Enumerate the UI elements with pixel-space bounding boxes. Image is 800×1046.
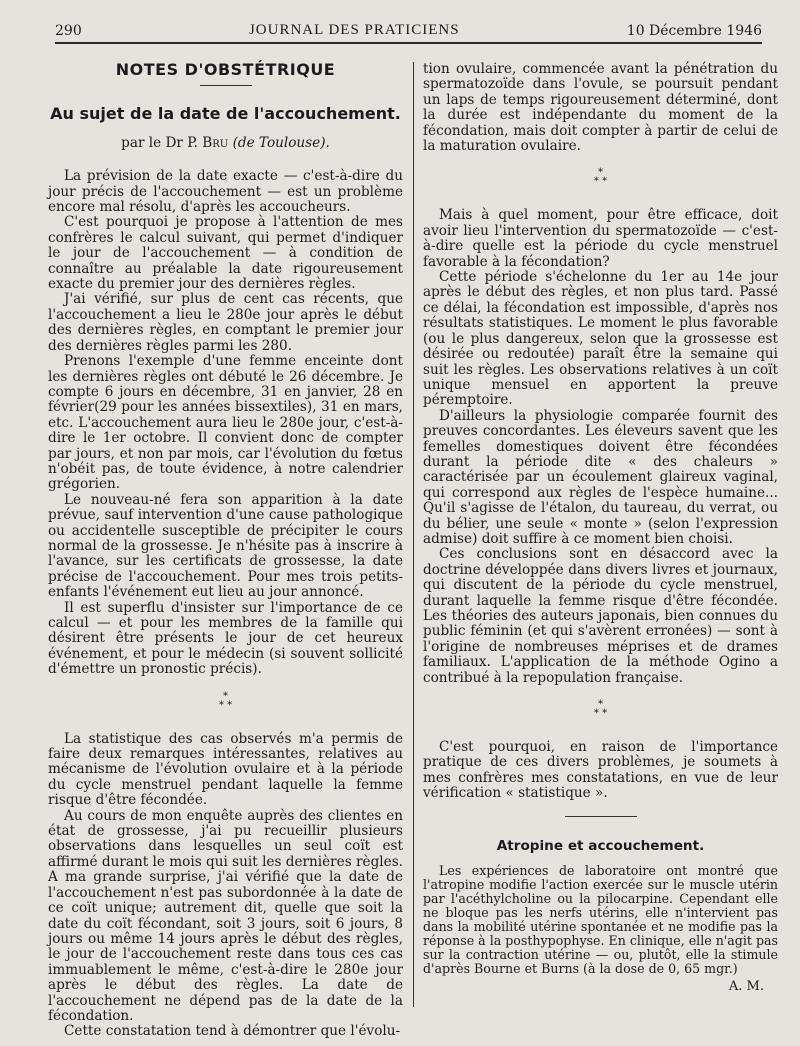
paragraph: Ces conclusions sont en désaccord avec la doctrine développée dans divers livres et journaux, qui discutent de la période du cycle menstruel, durant laquelle la femme risque d'être fécondée. Les théories des auteurs japonais, bien connues du public féminin (et qui s'avèrent erronées) — sont à l'origine de nombreuses méprises et de drames familiaux. L'application de la méthode Ogino a contribué à la repopulation française. xyxy=(423,546,778,686)
asterism-separator: * * * xyxy=(218,690,233,711)
byline xyxy=(48,136,403,151)
paragraph: Cette constatation tend à démontrer que l'évolu- xyxy=(64,1023,401,1040)
paragraph: J'ai vérifié, sur plus de cent cas récents, que l'accouchement a lieu le 280e jour après le début des dernières règles, en comptant le premier jour des dernières règles parmi les 280. xyxy=(48,291,403,354)
column-divider xyxy=(413,62,414,1007)
paragraph: Le nouveau-né fera son apparition à la date prévue, sauf intervention d'une cause pathologique ou accidentelle susceptible de précipiter le cours normal de la grossesse. Je n'hésite pas à inscrire à l'avance, sur les certificats de grossesse, la date précise de l'accouchement. Pour mes trois petits-enfants l'événement eut lieu au jour annoncé. xyxy=(48,491,403,601)
paragraph: Au cours de mon enquête auprès des clientes en état de grossesse, j'ai pu recueillir plusieurs observations dans lesquelles un seul coït est affirmé durant le mois qui suit les dernières règles. A ma grande surprise, j'ai vérifié que la date de l'accouchement n'est pas subordonnée à la date de ce coït unique; autrement dit, quelle que soit la date du coït fécondant, soit 3 jours, soit 6 jours, 8 jours ou même 14 jours après le début des règles, le jour de l'accouchement reste dans tous ces cas immuablement le même, c'est-à-dire le 280e jour après le début des règles. La date de l'accouchement ne dépend pas de la date de la fécondation. xyxy=(48,807,403,1024)
asterism-separator: * * * xyxy=(593,699,608,720)
paragraph: La prévision de la date exacte — c'est-à-dire du jour précis de l'accouchement — est un problème encore mal résolu, d'après les accoucheurs. xyxy=(48,168,403,216)
page-header xyxy=(55,13,762,44)
paragraph: D'ailleurs la physiologie comparée fournit des preuves concordantes. Les éleveurs savent que les femelles domestiques doivent être fécondées durant la période dite « des chaleurs » caractérisée par un écoulement glaireux vaginal, qui correspond aux règles de l'espèce humaine... Qu'il s'agisse de l'étalon, du taureau, du verrat, ou du bélier, une seule « monte » (selon l'expression admise) doit suffire à ce moment bien choisi. xyxy=(423,407,778,547)
byline-prefix: par le Dr P. xyxy=(121,134,198,151)
right-column xyxy=(423,62,778,994)
paragraph: C'est pourquoi, en raison de l'importance pratique de ces divers problèmes, je soumets à mes confrères mes constatations, en vue de leur vérification « statistique ». xyxy=(423,739,778,802)
article-title: Au sujet de la date de l'accouchement. xyxy=(50,104,401,124)
paragraph: La statistique des cas observés m'a permis de faire deux remarques intéressantes, relatives au mécanisme de l'évolution ovulaire et à la période du cycle menstruel pendant laquelle la femme risque d'être fécondée. xyxy=(48,730,403,809)
section-title: NOTES D'OBSTÉTRIQUE xyxy=(115,60,336,79)
paragraph: Il est superflu d'insister sur l'importance de ce calcul — et pour les membres de la famille qui désirent être présents le jour de cet heureux événement, et pour le médecin (si souvent sollicité d'émettre un pronostic précis). xyxy=(48,599,403,678)
section-rule xyxy=(200,85,252,86)
atropine-title: Atropine et accouchement. xyxy=(496,837,705,854)
author-place: (de Toulouse). xyxy=(232,134,330,151)
issue-date: 10 Décembre 1946 xyxy=(626,23,762,39)
author-name: Bru xyxy=(202,134,229,151)
paragraph: tion ovulaire, commencée avant la pénétration du spermatozoïde dans l'ovule, se poursuit pendant un laps de temps rigoureusement déterminé, dont la durée est indépendante du moment de la fécondation, mais doit compter à partir de celui de la maturation ovulaire. xyxy=(423,61,778,155)
paragraph: Mais à quel moment, pour être efficace, doit avoir lieu l'intervention du spermatozoïde — c'est-à-dire quelle est la période du cycle menstruel favorable à la fécondation? xyxy=(423,207,778,270)
atropine-note xyxy=(423,839,778,995)
left-column xyxy=(48,62,403,1040)
signature: A. M. xyxy=(728,979,764,995)
article-rule xyxy=(565,816,637,817)
paragraph: Cette période s'échelonne du 1er au 14e jour après le début des règles, et non plus tard. Passé ce délai, la fécondation est impossible, d'après nos résultats statistiques. Le moment le plus favorable (ou le plus dangereux, selon que la grossesse est désirée ou redoutée) paraît être la semaine qui suit les règles. Les observations relatives à un coït unique mensuel en apportent la preuve péremptoire. xyxy=(423,269,778,409)
journal-title: JOURNAL DES PRATICIENS xyxy=(248,22,460,38)
asterism-separator: * * * xyxy=(593,167,608,188)
page-number: 290 xyxy=(55,23,82,39)
paragraph: C'est pourquoi je propose à l'attention de mes confrères le calcul suivant, qui permet d'indiquer le jour de l'accouchement — à condition de connaître au préalable la date rigoureusement exacte du premier jour des dernières règles. xyxy=(48,214,403,293)
paragraph: Prenons l'exemple d'une femme enceinte dont les dernières règles ont débuté le 26 décembre. Je compte 6 jours en décembre, 31 en janvier, 28 en février(29 pour les années bissextiles), 31 en mars, etc. L'accouchement aura lieu le 280e jour, c'est-à-dire le 1er octobre. Il convient donc de compter par jours, et non par mois, car l'évolution du fœtus n'obéit pas, de toute évidence, à notre calendrier grégorien. xyxy=(48,353,403,493)
atropine-paragraph: Les expériences de laboratoire ont montré que l'atropine modifie l'action exercée sur le muscle utérin par l'acéthylcholine ou la pilocarpine. Cependant elle ne bloque pas les nerfs utérins, elle n'intervient pas dans la mobilité utérine spontanée et ne modifie pas la réponse à la posthypophyse. En clinique, elle n'agit pas sur la contraction utérine — ou, plutôt, elle la stimule d'après Bourne et Burns (à la dose de 0, 65 mgr.) xyxy=(423,863,778,977)
